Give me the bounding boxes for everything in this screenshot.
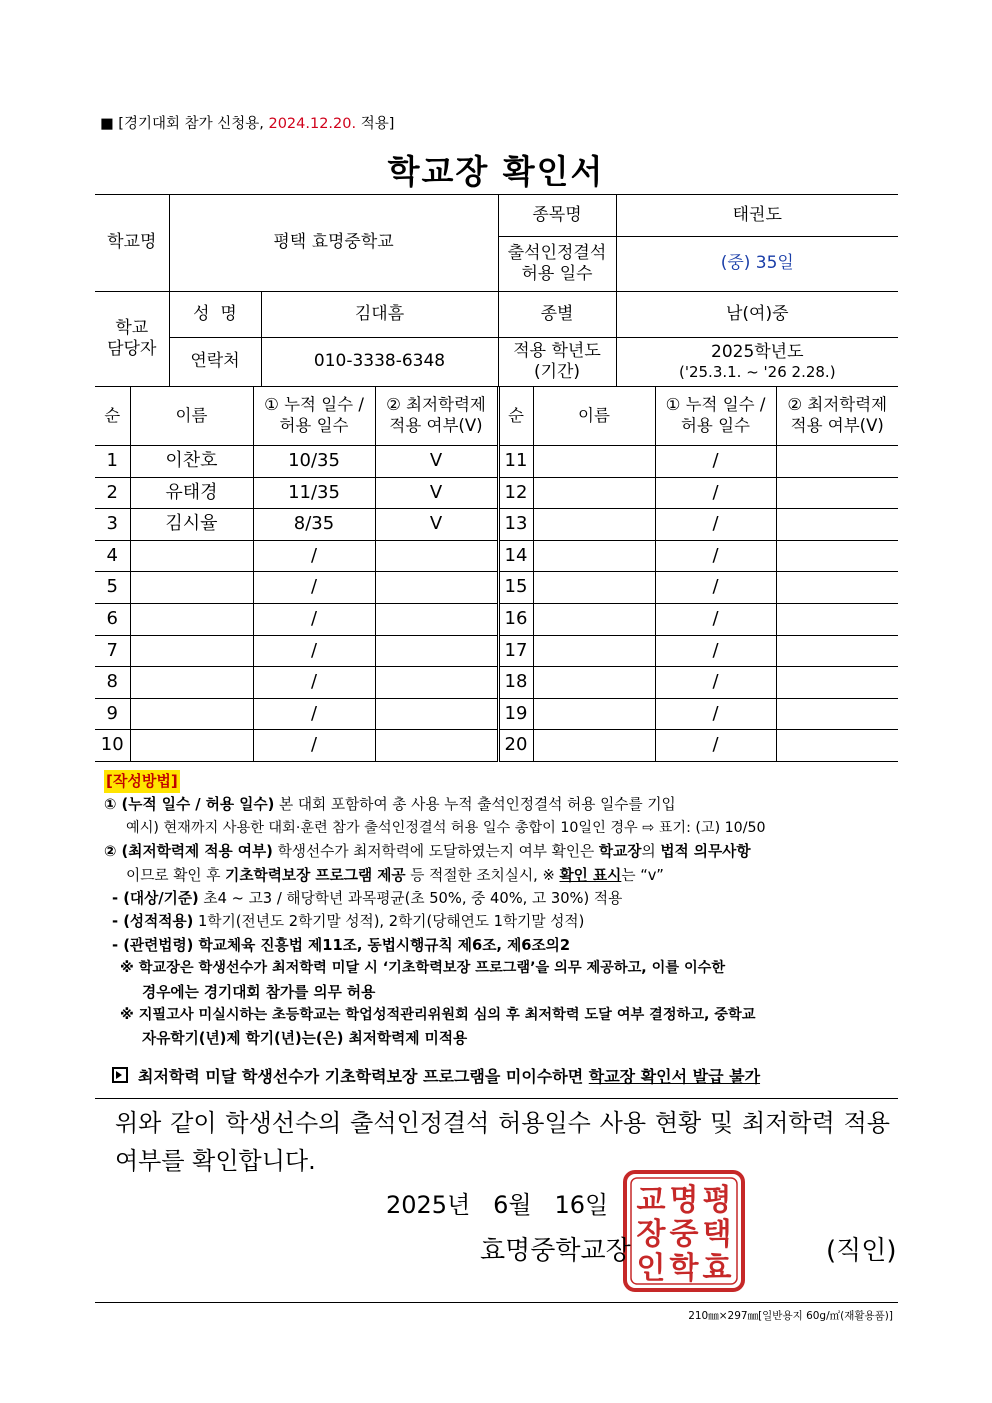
row-number: 9 [95,698,130,730]
school-name: 평택 효명중학교 [169,195,498,292]
seal-glyph: 교 [636,1183,666,1218]
student-name: 김시율 [130,509,253,541]
student-name [533,667,655,699]
cumulative-days: 8/35 [253,509,375,541]
min-edu-check [776,603,898,635]
page-title: 학교장 확인서 [387,152,605,191]
table-row [95,572,898,604]
row-number: 13 [498,509,533,541]
category-value: 남(여)중 [616,292,898,338]
row-number: 10 [95,730,130,762]
notice-underlined: 학교장 확인서 발급 불가 [588,1067,761,1086]
name-label: 성 명 [169,292,261,338]
seal-glyph: 인 [636,1251,666,1286]
min-edu-check [375,572,498,604]
cumulative-days: / [655,698,776,730]
method-label: [작성방법] [104,770,180,793]
min-edu-check: V [375,477,498,509]
header-note-date: 2024.12.20. [268,116,357,132]
header-min-edu-2: ② 최저학력제 적용 여부(V) [776,387,898,446]
seal-glyph: 학 [669,1251,699,1286]
cumulative-days: / [655,667,776,699]
header-name: 이름 [130,387,253,446]
student-name [130,667,253,699]
category-label: 종별 [498,292,616,338]
row-number: 1 [95,446,130,478]
contact-label: 연락처 [169,338,261,387]
seal-glyph: 중 [669,1217,699,1252]
header-cum-days-2: ① 누적 일수 / 허용 일수 [655,387,776,446]
row-number: 19 [498,698,533,730]
table-row [95,603,898,635]
row-number: 20 [498,730,533,762]
min-edu-check: V [375,509,498,541]
seal-glyph: 명 [669,1183,699,1218]
student-name [533,698,655,730]
min-edu-check: V [375,446,498,478]
table-row [95,635,898,667]
issue-date: 2025년 6월 16일 [386,1191,609,1219]
seal-glyph: 평 [702,1183,732,1218]
cumulative-days: / [655,635,776,667]
student-name [130,540,253,572]
cumulative-days: / [253,572,375,604]
official-seal-label: (직인) [826,1236,897,1266]
seal-glyph: 장 [636,1217,666,1252]
seal-glyph: 효 [702,1251,732,1286]
min-edu-check [776,698,898,730]
row-number: 14 [498,540,533,572]
min-edu-check [776,509,898,541]
table-row [95,667,898,699]
min-edu-check [375,698,498,730]
min-edu-check [776,540,898,572]
sport-label: 종목명 [498,195,616,237]
cumulative-days: / [253,540,375,572]
cumulative-days: / [655,603,776,635]
min-edu-check [375,540,498,572]
student-name: 이찬호 [130,446,253,478]
row-number: 3 [95,509,130,541]
divider-bottom [95,1302,898,1303]
info-table [95,194,898,387]
table-row [95,540,898,572]
table-row [95,730,898,762]
cumulative-days: / [655,730,776,762]
cumulative-days: 11/35 [253,477,375,509]
student-name [533,635,655,667]
row-number: 11 [498,446,533,478]
cumulative-days: / [655,572,776,604]
row-number: 12 [498,477,533,509]
row-number: 15 [498,572,533,604]
student-name: 유태경 [130,477,253,509]
divider-top [95,1098,898,1099]
table-row [95,509,898,541]
row-number: 16 [498,603,533,635]
student-name [130,730,253,762]
min-edu-check [375,635,498,667]
table-row [95,446,898,478]
student-name [533,509,655,541]
student-name [130,603,253,635]
arrow-box-icon [112,1067,128,1083]
student-name [533,730,655,762]
confirmation-text: 위와 같이 학생선수의 출석인정결석 허용일수 사용 현황 및 최저학력 적용 여부를 확인합니다. [115,1109,890,1175]
row-number: 2 [95,477,130,509]
student-name [533,572,655,604]
student-name [130,572,253,604]
student-name [533,446,655,478]
row-number: 7 [95,635,130,667]
min-edu-check [375,603,498,635]
paper-spec: 210㎜×297㎜[일반용지 60g/㎡(재활용품)] [688,1310,893,1322]
roster-table [95,386,898,762]
min-edu-check [776,477,898,509]
sport-value: 태권도 [616,195,898,237]
header-no-2: 순 [498,387,533,446]
cumulative-days: / [655,509,776,541]
cumulative-days: 10/35 [253,446,375,478]
table-row [95,698,898,730]
contact-value: 010-3338-6348 [261,338,498,387]
header-cum-days: ① 누적 일수 / 허용 일수 [253,387,375,446]
min-edu-check [776,635,898,667]
student-name [533,477,655,509]
row-number: 8 [95,667,130,699]
allowed-days-label: 출석인정결석 허용 일수 [498,237,616,292]
min-edu-check [776,572,898,604]
year-label: 적용 학년도 (기간) [498,338,616,387]
header-note-prefix: ■ [경기대회 참가 신청용, [100,116,269,132]
official-seal-stamp [621,1168,747,1294]
row-number: 17 [498,635,533,667]
min-edu-check [776,667,898,699]
row-number: 4 [95,540,130,572]
year-value: 2025학년도 ('25.3.1. ~ '26 2.28.) [616,338,898,387]
student-name [130,698,253,730]
min-edu-check [375,667,498,699]
header-min-edu: ② 최저학력제 적용 여부(V) [375,387,498,446]
student-name [130,635,253,667]
min-edu-check [375,730,498,762]
cumulative-days: / [253,698,375,730]
principal-name: 효명중학교장 [480,1236,631,1266]
school-label: 학교명 [95,195,169,292]
table-row [95,477,898,509]
header-note [100,112,394,133]
min-edu-check [776,730,898,762]
manager-label: 학교 담당자 [95,292,169,387]
method-example: 예시) 현재까지 사용한 대회·훈련 참가 출석인정결석 허용 일수 총합이 10일인 경우 ⇨ 표기: (고) 10/50 [126,819,766,836]
cumulative-days: / [253,667,375,699]
cumulative-days: / [655,446,776,478]
cumulative-days: / [253,635,375,667]
row-number: 6 [95,603,130,635]
header-note-suffix: 적용] [356,116,395,132]
student-name [533,603,655,635]
cumulative-days: / [253,603,375,635]
cumulative-days: / [253,730,375,762]
row-number: 5 [95,572,130,604]
cumulative-days: / [655,540,776,572]
row-number: 18 [498,667,533,699]
header-no: 순 [95,387,130,446]
writing-method: [작성방법] ① (누적 일수 / 허용 일수) 본 대회 포함하여 총 사용 누적 출석인정결석 허용 일수를 기입 예시) 현재까지 사용한 대회·훈련 참가 출석인정결석 허용 일수 총합이 10일인 경우 ⇨ 표기: (고) 10/50 ② (최저학력제 적용 여부) 학생선수가 최저학력에 도달하였는지 여부 확인은 학교장의 법적 의무사항 이므로 확인 후 기초학력보장 프로그램 제공 등 적절한 조치실시, ※ 확인 표시는 “v” - (대상/기준) 초4 ~ 고3 / 해당학년 과목평균(초 50%, 중 40%, 고 30%) 적용 - (성적적용) 1학기(전년도 2학기말 성적), 2학기(당해연도 1학기말 성적) - (관련법령) 학교체육 진흥법 제11조, 동법시행규칙 제6조, 제6조의2 ※ 학교장은 학생선수가 최저학력 미달 시 ‘기초학력보장 프로그램’을 의무 제공하고, 이를 이수한 경우에는 경기대회 참가를 의무 허용 ※ 지필고사 미실시하는 초등학교는 학업성적관리위원회 심의 후 최저학력 도달 여부 결정하고, 중학교 자유학기(년)제 학기(년)는(은) 최저학력제 미적용 [104,770,898,1051]
notice-line: 최저학력 미달 학생선수가 기초학력보장 프로그램을 미이수하면 학교장 확인서 발급 불가 [112,1064,760,1087]
min-edu-check [776,446,898,478]
cumulative-days: / [655,477,776,509]
header-name-2: 이름 [533,387,655,446]
allowed-days-value: (중) 35일 [616,237,898,292]
manager-name: 김대흠 [261,292,498,338]
seal-glyph: 택 [702,1217,732,1252]
student-name [533,540,655,572]
